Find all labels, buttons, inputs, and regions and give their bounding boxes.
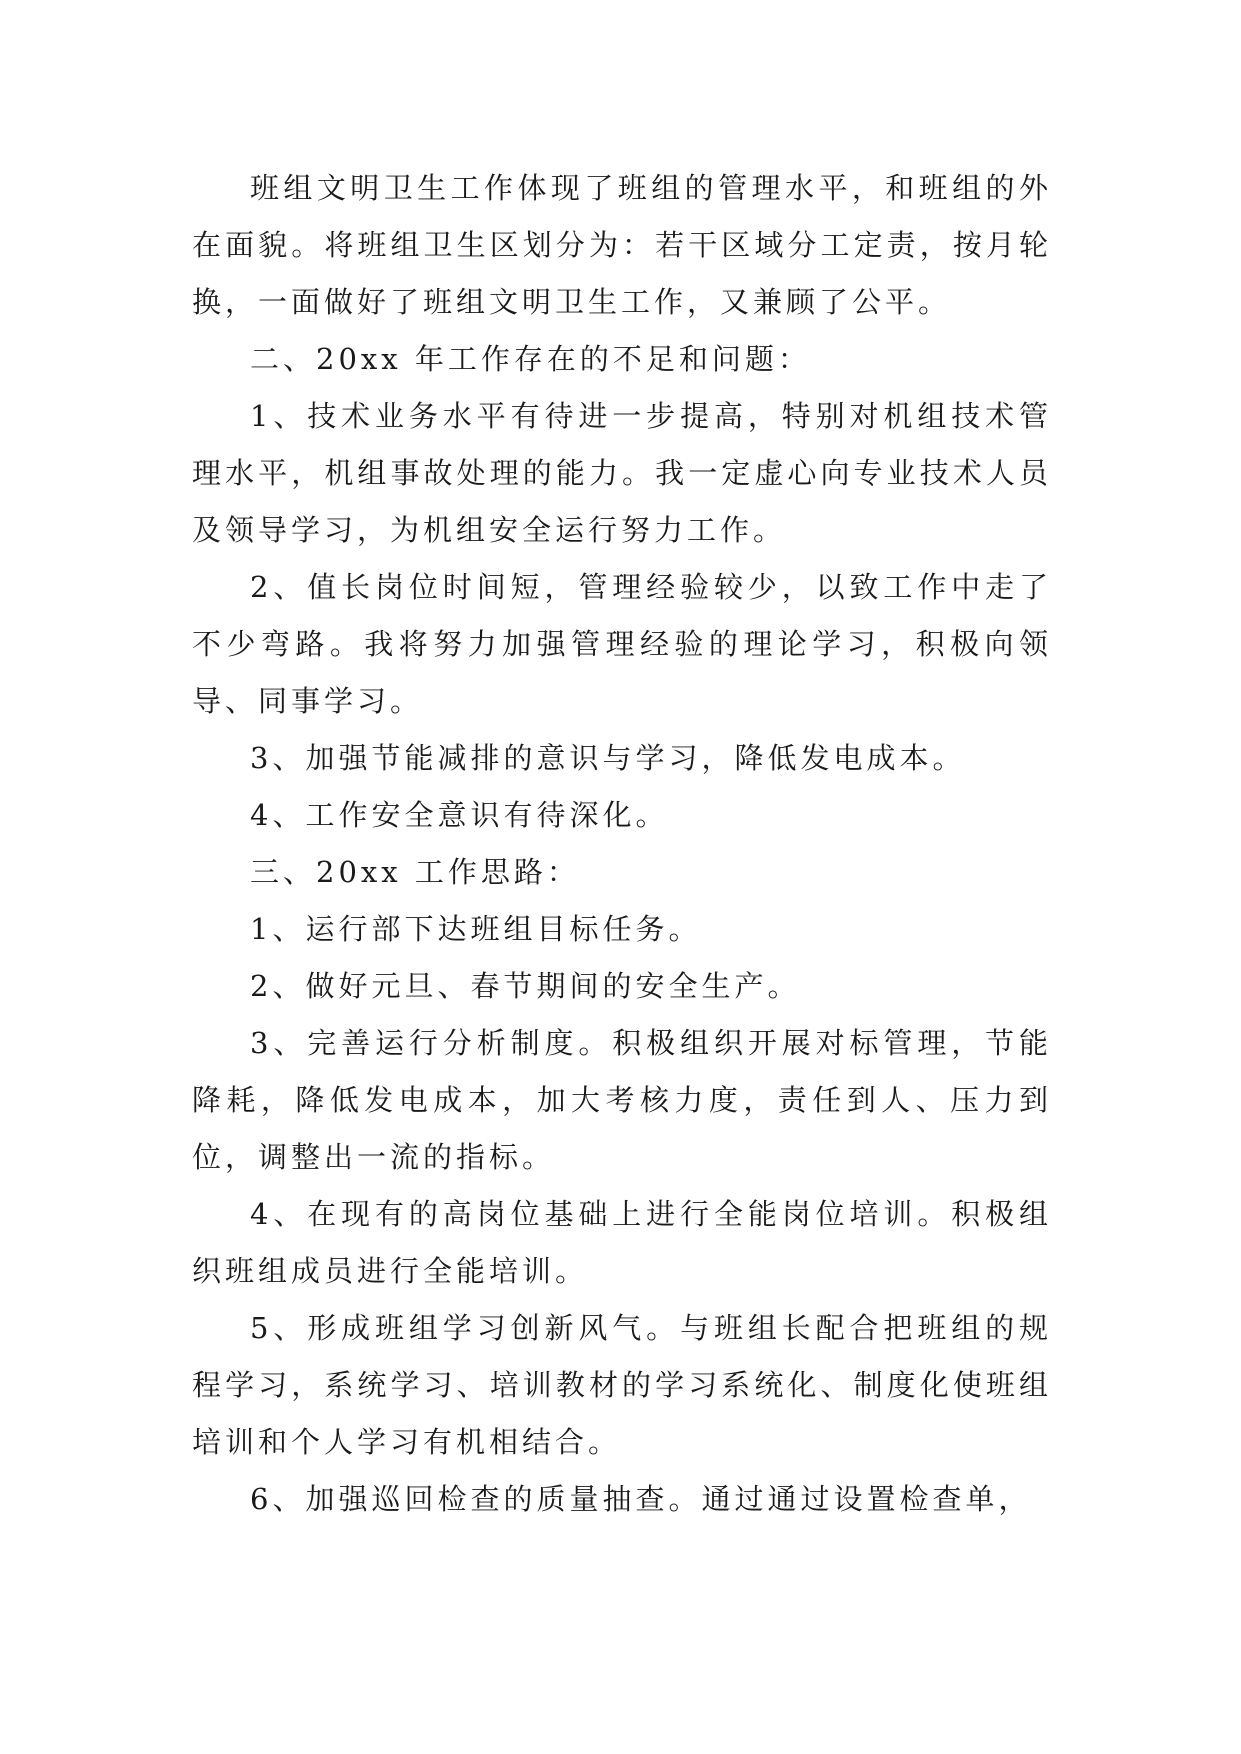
paragraph-shortcoming-1: 1、技术业务水平有待进一步提高，特别对机组技术管理水平，机组事故处理的能力。我一定虚心向专业技术人员及领导学习，为机组安全运行努力工作。 [192,399,1052,547]
paragraph-idea-3: 3、完善运行分析制度。积极组织开展对标管理，节能降耗，降低发电成本，加大考核力度，责任到人、压力到位，调整出一流的指标。 [192,1026,1052,1174]
paragraph-shortcoming-2: 2、值长岗位时间短，管理经验较少，以致工作中走了不少弯路。我将努力加强管理经验的理论学习，积极向领导、同事学习。 [192,570,1052,718]
heading-work-ideas: 三、20xx 工作思路： [250,855,580,889]
paragraph-idea-2: 2、做好元旦、春节期间的安全生产。 [250,969,801,1003]
paragraph-shortcoming-3: 3、加强节能减排的意识与学习，降低发电成本。 [250,741,966,775]
paragraph-idea-4: 4、在现有的高岗位基础上进行全能岗位培训。积极组织班组成员进行全能培训。 [192,1197,1052,1288]
paragraph-hygiene: 班组文明卫生工作体现了班组的管理水平，和班组的外在面貌。将班组卫生区划分为：若干区域分工定责，按月轮换，一面做好了班组文明卫生工作，又兼顾了公平。 [192,171,1052,319]
paragraph-idea-6: 6、加强巡回检查的质量抽查。通过通过设置检查单， [250,1482,1032,1516]
paragraph-idea-1: 1、运行部下达班组目标任务。 [250,912,702,946]
paragraph-shortcoming-4: 4、工作安全意识有待深化。 [250,798,669,832]
document-body [192,160,1052,1528]
heading-shortcomings: 二、20xx 年工作存在的不足和问题： [250,342,811,376]
paragraph-idea-5: 5、形成班组学习创新风气。与班组长配合把班组的规程学习，系统学习、培训教材的学习系统化、制度化使班组培训和个人学习有机相结合。 [192,1311,1052,1459]
